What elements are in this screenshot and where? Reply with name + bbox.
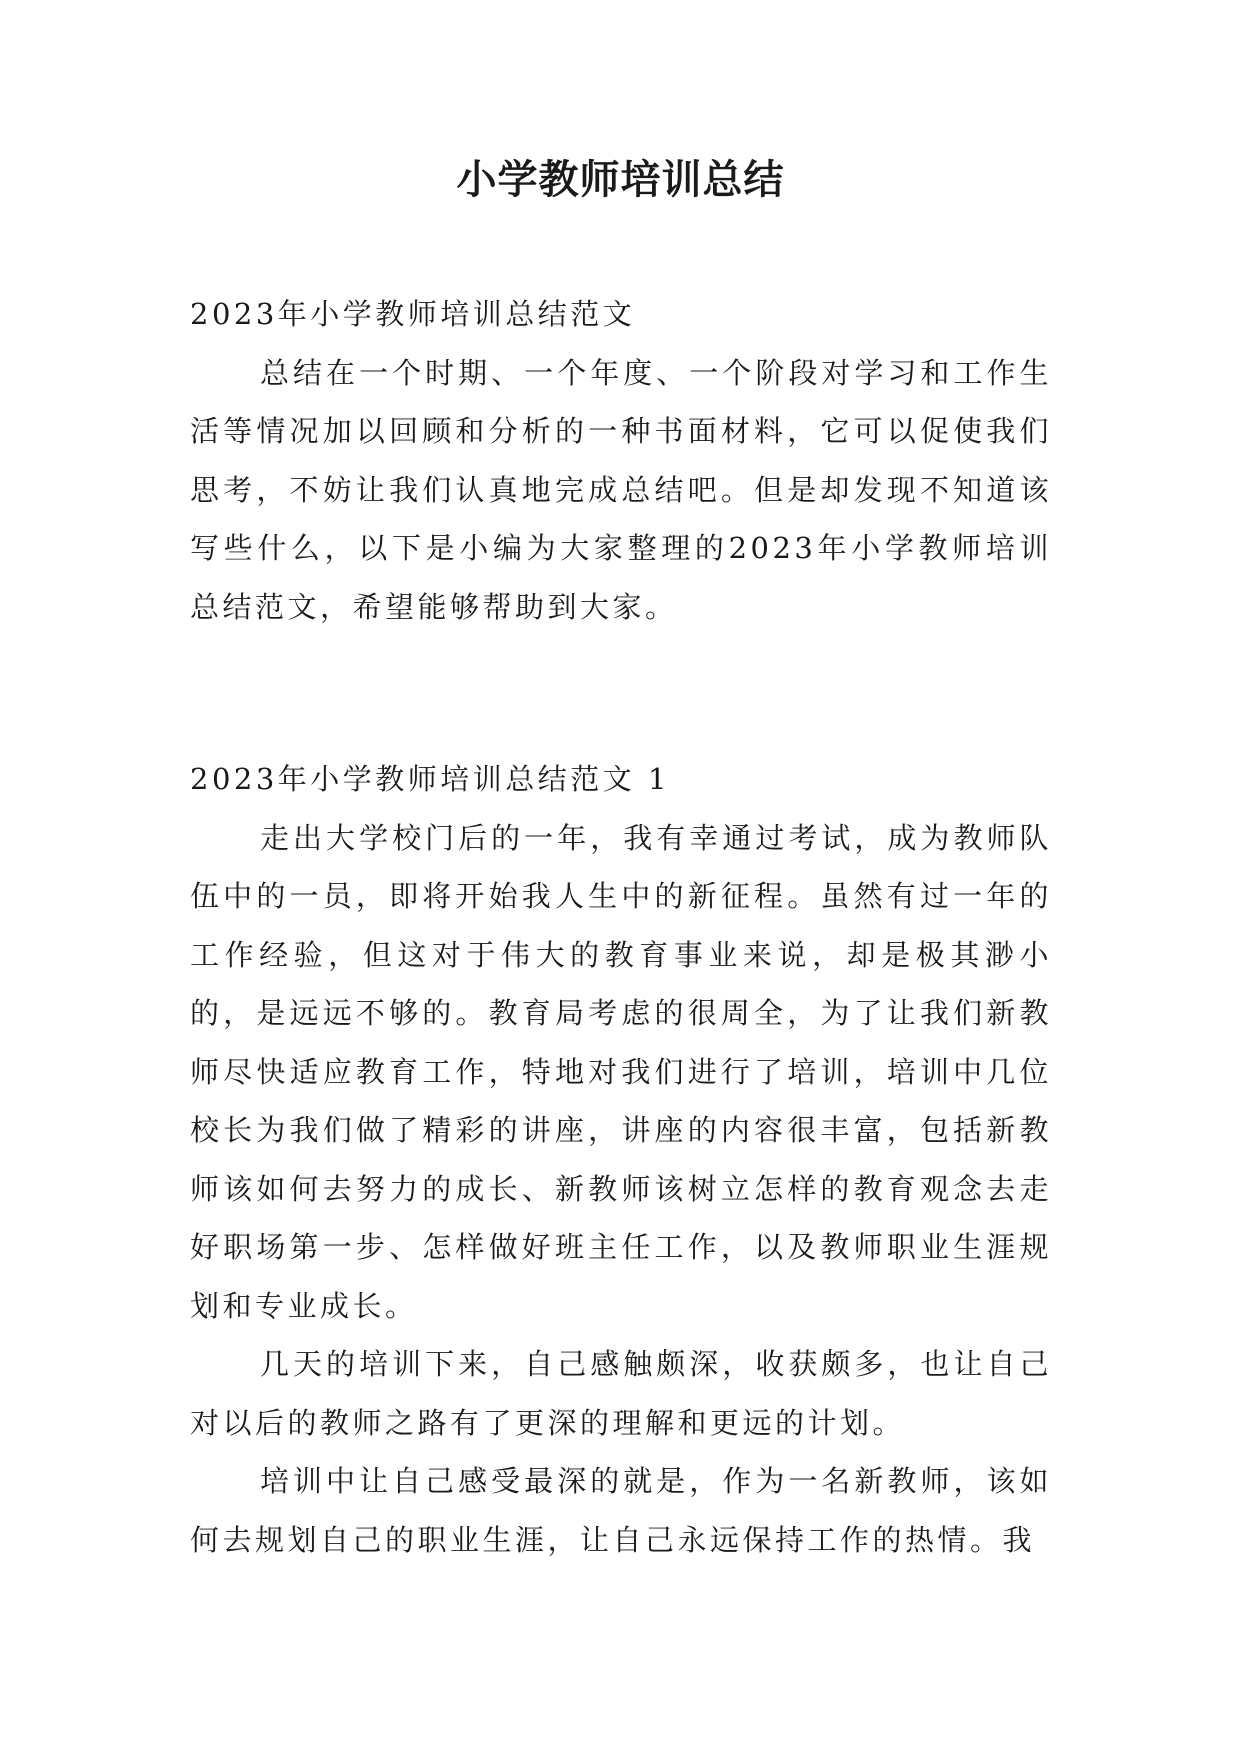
section-one xyxy=(190,750,1052,1569)
document-title: 小学教师培训总结 xyxy=(456,156,785,203)
intro-paragraph: 总结在一个时期、一个年度、一个阶段对学习和工作生活等情况加以回顾和分析的一种书面材料，它可以促使我们思考，不妨让我们认真地完成总结吧。但是却发现不知道该写些什么，以下是小编为大家整理的2023年小学教师培训总结范文，希望能够帮助到大家。 xyxy=(190,355,1052,624)
section-one-paragraph-1: 走出大学校门后的一年，我有幸通过考试，成为教师队伍中的一员，即将开始我人生中的新征程。虽然有过一年的工作经验，但这对于伟大的教育事业来说，却是极其渺小的，是远远不够的。教育局考虑的很周全，为了让我们新教师尽快适应教育工作，特地对我们进行了培训，培训中几位校长为我们做了精彩的讲座，讲座的内容很丰富，包括新教师该如何去努力的成长、新教师该树立怎样的教育观念去走好职场第一步、怎样做好班主任工作，以及教师职业生涯规划和专业成长。 xyxy=(190,820,1052,1323)
section-one-paragraph-3: 培训中让自己感受最深的就是，作为一名新教师，该如何去规划自己的职业生涯，让自己永远保持工作的热情。我 xyxy=(190,1464,1052,1557)
intro-section xyxy=(190,285,1052,636)
section-one-paragraph-2: 几天的培训下来，自己感触颇深，收获颇多，也让自己对以后的教师之路有了更深的理解和更远的计划。 xyxy=(190,1347,1052,1440)
section-one-heading: 2023年小学教师培训总结范文 1 xyxy=(190,762,670,796)
intro-heading: 2023年小学教师培训总结范文 xyxy=(190,297,636,331)
